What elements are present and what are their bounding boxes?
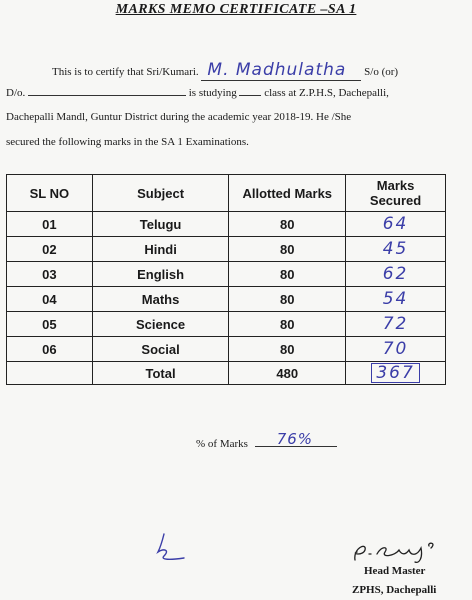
subject-cell: Science — [92, 312, 229, 337]
header-allotted-marks: Allotted Marks — [229, 175, 346, 212]
secured-cell: 62 — [346, 262, 446, 287]
secured-cell: 64 — [346, 212, 446, 237]
allotted-cell: 80 — [229, 212, 346, 237]
cert-line-1 — [52, 60, 398, 81]
table-row — [7, 287, 446, 312]
left-signature — [150, 528, 190, 568]
cert-line-4: secured the following marks in the SA 1 Examinations. — [6, 136, 249, 148]
subject-cell: Telugu — [92, 212, 229, 237]
table-row — [7, 262, 446, 287]
header-subject: Subject — [92, 175, 229, 212]
sl-cell: 04 — [7, 287, 93, 312]
school-label: ZPHS, Dachepalli — [352, 584, 437, 596]
cert-line-2-suffix: class at Z.P.H.S, Dachepalli, — [264, 87, 389, 99]
subject-cell: Hindi — [92, 237, 229, 262]
table-row — [7, 337, 446, 362]
table-header-row — [7, 175, 446, 212]
head-master-signature — [345, 538, 455, 568]
secured-cell: 72 — [346, 312, 446, 337]
allotted-cell: 80 — [229, 287, 346, 312]
certificate-title: MARKS MEMO CERTIFICATE –SA 1 — [115, 2, 357, 17]
student-name: M. Madhulatha — [207, 60, 347, 80]
total-row — [7, 362, 446, 385]
cert-line-3: Dachepalli Mandl, Guntur District during the academic year 2018-19. He /She — [6, 111, 352, 123]
sl-cell: 03 — [7, 262, 93, 287]
header-marks-secured: Marks Secured — [346, 175, 446, 212]
allotted-cell: 80 — [229, 262, 346, 287]
table-row — [7, 237, 446, 262]
percent-value: 76% — [276, 430, 314, 448]
total-label: Total — [92, 362, 229, 385]
student-name-blank — [201, 60, 361, 81]
percent-line — [196, 430, 337, 450]
subject-cell: English — [92, 262, 229, 287]
total-secured: 367 — [346, 362, 446, 385]
cert-line-1-prefix: This is to certify that Sri/Kumari. — [52, 66, 199, 78]
cert-line-1-suffix: S/o (or) — [364, 66, 399, 78]
head-master-label: Head Master — [364, 565, 426, 577]
total-sl-cell — [7, 362, 93, 385]
subject-cell: Social — [92, 337, 229, 362]
sl-cell: 02 — [7, 237, 93, 262]
sl-cell: 06 — [7, 337, 93, 362]
table-row — [7, 212, 446, 237]
sl-cell: 01 — [7, 212, 93, 237]
table-row — [7, 312, 446, 337]
secured-cell: 54 — [346, 287, 446, 312]
percent-blank — [255, 430, 337, 448]
allotted-cell: 80 — [229, 337, 346, 362]
allotted-cell: 80 — [229, 237, 346, 262]
secured-cell: 70 — [346, 337, 446, 362]
sl-cell: 05 — [7, 312, 93, 337]
percent-label: % of Marks — [196, 438, 248, 450]
total-allotted: 480 — [229, 362, 346, 385]
cert-line-2-mid: is studying — [188, 87, 237, 99]
parent-name-blank — [28, 95, 186, 96]
header-sl-no: SL NO — [7, 175, 93, 212]
cert-line-2-prefix: D/o. — [6, 87, 26, 99]
subject-cell: Maths — [92, 287, 229, 312]
allotted-cell: 80 — [229, 312, 346, 337]
marks-table — [6, 174, 446, 385]
secured-cell: 45 — [346, 237, 446, 262]
cert-line-2 — [6, 87, 389, 99]
class-blank — [239, 95, 261, 96]
